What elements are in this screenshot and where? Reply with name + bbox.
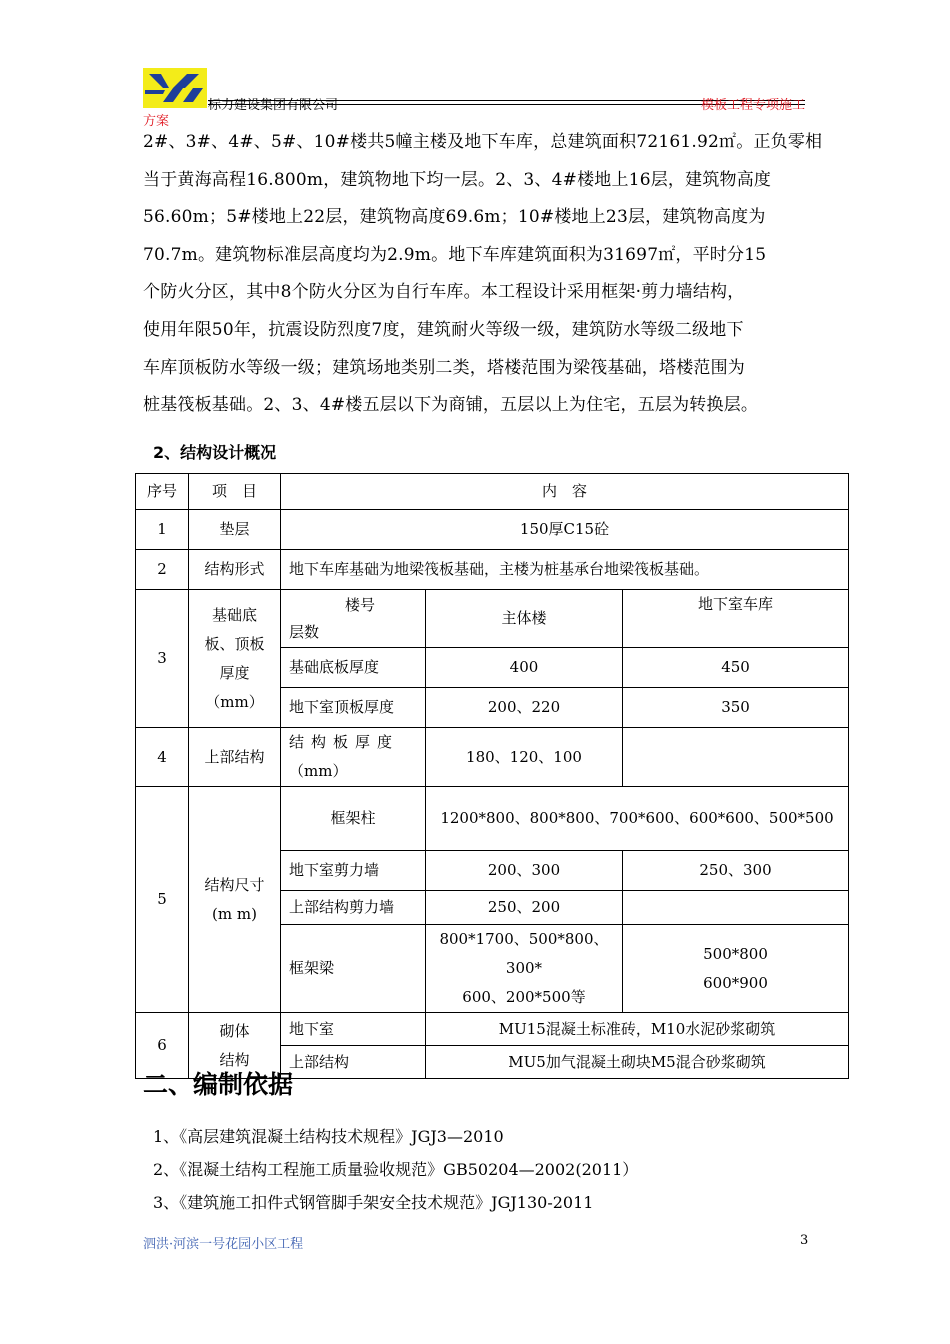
header-content: 内 容 [281, 474, 849, 510]
beam-size-label: 框架梁 [281, 925, 426, 1013]
row-content: 150厚C15砼 [281, 510, 849, 550]
beam-size-main [426, 925, 623, 1013]
basement-wall-label: 地下室剪力墙 [281, 851, 426, 891]
structure-table [135, 473, 849, 1079]
diag-top-label: 楼号 [345, 595, 376, 614]
intro-line: 使用年限50年，抗震设防烈度7度，建筑耐火等级一级，建筑防水等级二级地下 [143, 319, 744, 340]
row-item-line: 结构 [219, 1050, 250, 1069]
header-doc-title-cont: 方案 [143, 114, 170, 129]
basement-wall-garage: 250、300 [623, 851, 849, 891]
row-no: 6 [136, 1013, 189, 1079]
upper-wall-garage [623, 891, 849, 925]
masonry-upper-label: 上部结构 [281, 1046, 426, 1079]
intro-line: 2#、3#、4#、5#、10#楼共5幢主楼及地下车库，总建筑面积72161.92㎡。正负零相 [143, 132, 823, 152]
roof-thickness-garage: 350 [623, 688, 849, 728]
row-no: 4 [136, 728, 189, 787]
column-size-label: 框架柱 [281, 787, 426, 851]
row-no: 5 [136, 787, 189, 1013]
base-thickness-garage: 450 [623, 648, 849, 688]
header-no: 序号 [136, 474, 189, 510]
footer-project: 泗洪·河滨一号花园小区工程 [143, 1237, 304, 1252]
upper-wall-label: 上部结构剪力墙 [281, 891, 426, 925]
intro-paragraph [143, 124, 823, 425]
company-logo [143, 68, 207, 108]
basement-wall-main: 200、300 [426, 851, 623, 891]
row-item: 上部结构 [189, 728, 281, 787]
header-item: 项 目 [189, 474, 281, 510]
section-title: 2、结构设计概况 [153, 443, 277, 462]
beam-size-garage [623, 925, 849, 1013]
reference-item: 2、《混凝土结构工程施工质量验收规范》GB50204—2002(2011） [153, 1160, 639, 1179]
diag-bottom-label: 层数 [289, 622, 320, 641]
row-no: 2 [136, 550, 189, 590]
row-item-line: 结构尺寸 [204, 875, 265, 894]
intro-line: 70.7m。建筑物标准层高度均为2.9m。地下车库建筑面积为31697㎡，平时分15 [143, 244, 767, 265]
masonry-upper-value: MU5加气混凝土砌块M5混合砂浆砌筑 [426, 1046, 849, 1079]
reference-item: 1、《高层建筑混凝土结构技术规程》JGJ3—2010 [153, 1127, 504, 1146]
header-company: 标力建设集团有限公司 [208, 98, 339, 113]
slab-label-line: （mm） [289, 762, 348, 780]
row-no: 1 [136, 510, 189, 550]
header-doc-title: 模板工程专项施工 [700, 98, 805, 113]
intro-line: 56.60m；5#楼地上22层，建筑物高度69.6m；10#楼地上23层，建筑物高度为 [143, 207, 766, 228]
roof-thickness-main: 200、220 [426, 688, 623, 728]
slab-label-line: 结构板厚度 [289, 733, 400, 751]
row-item [189, 590, 281, 728]
row-item: 垫层 [189, 510, 281, 550]
upper-wall-main: 250、200 [426, 891, 623, 925]
slab-thickness-main: 180、120、100 [426, 728, 623, 787]
beam-main-line: 600、200*500等 [462, 988, 586, 1006]
row-item-line: 基础底 [211, 605, 257, 624]
beam-garage-line: 600*900 [703, 973, 768, 992]
row-content: 地下车库基础为地梁筏板基础，主楼为桩基承台地梁筏板基础。 [281, 550, 849, 590]
intro-line: 桩基筏板基础。2、3、4#楼五层以下为商铺，五层以上为住宅，五层为转换层。 [143, 395, 759, 416]
row-no: 3 [136, 590, 189, 728]
page-number: 3 [800, 1233, 809, 1248]
base-thickness-main: 400 [426, 648, 623, 688]
row-item-line: 厚度 [219, 663, 250, 682]
beam-main-line: 800*1700、500*800、300* [439, 930, 609, 977]
intro-line: 个防火分区，其中8个防火分区为自行车库。本工程设计采用框架·剪力墙结构， [143, 282, 745, 303]
row-item [189, 787, 281, 1013]
col-header-garage: 地下室车库 [623, 590, 849, 648]
slab-thickness-label [281, 728, 426, 787]
col-header-main: 主体楼 [426, 590, 623, 648]
row-item: 结构形式 [189, 550, 281, 590]
masonry-basement-label: 地下室 [281, 1013, 426, 1046]
reference-list [153, 1120, 638, 1219]
intro-line: 车库顶板防水等级一级；建筑场地类别二类，塔楼范围为梁筏基础，塔楼范围为 [143, 357, 745, 378]
row-item-line: 板、顶板 [204, 634, 265, 653]
row-item-line: (m m) [212, 904, 257, 923]
slab-thickness-garage [623, 728, 849, 787]
intro-line: 当于黄海高程16.800m，建筑物地下均一层。2、3、4#楼地上16层，建筑物高度 [143, 169, 772, 190]
reference-item: 3、《建筑施工扣件式钢管脚手架安全技术规范》JGJ130-2011 [153, 1193, 594, 1212]
masonry-basement-value: MU15混凝土标准砖，M10水泥砂浆砌筑 [426, 1013, 849, 1046]
column-size-value: 1200*800、800*800、700*600、600*600、500*500 [426, 787, 849, 851]
diagonal-header-cell [281, 590, 426, 648]
row-item-line: （mm） [205, 692, 264, 711]
base-thickness-label: 基础底板厚度 [281, 648, 426, 688]
beam-garage-line: 500*800 [703, 944, 768, 963]
row-item-line: 砌体 [219, 1021, 250, 1040]
roof-thickness-label: 地下室顶板厚度 [281, 688, 426, 728]
chapter-title: 二、编制依据 [143, 1070, 294, 1099]
